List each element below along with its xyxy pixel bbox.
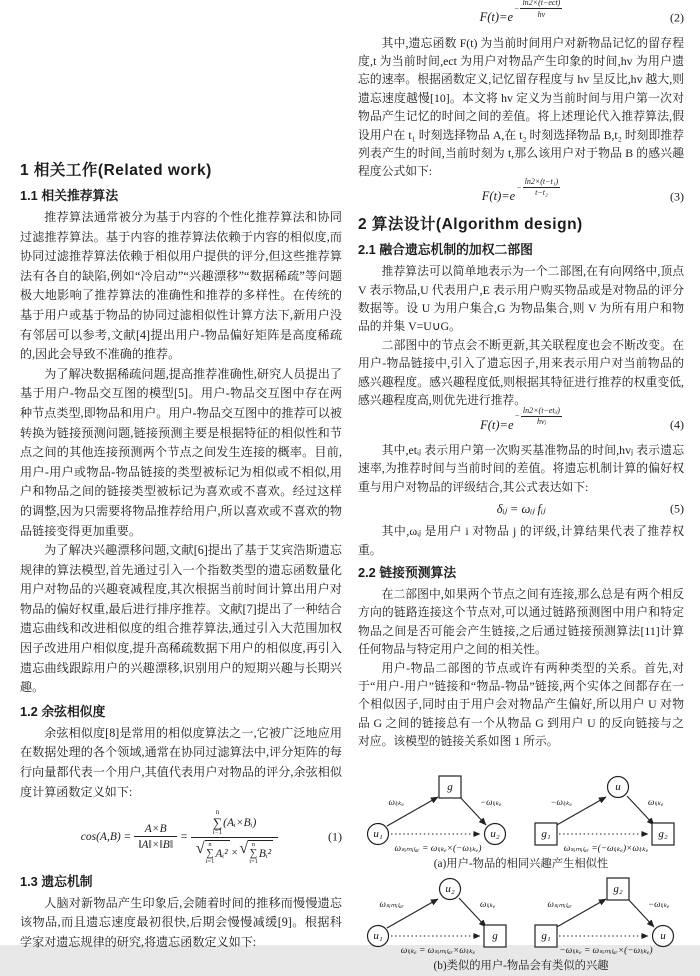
formula-weighted-4 (358, 405, 684, 437)
diagram-b1-equation: ωₗᵢₖₑ = ωₛᵢₘᵢₗₐᵣ×ωₗᵢₖₑ (400, 945, 476, 956)
diagram-b1 (358, 874, 516, 956)
figure-caption-a: (a)用户-物品的相同兴趣产生相似性 (433, 857, 609, 870)
figure-row-b (358, 874, 684, 956)
times-sign: × (230, 846, 239, 859)
paragraph-interest-drift: 为了解决兴趣漂移问题,文献[6]提出了基于艾宾浩斯遗忘规律的算法模型,首先通过引入一个指数类型的遗忘函数量化用户对物品的兴趣衰减程度,其次根据当前时间计算出用户对物品的偏好权重,最后进行排序推荐。文献[7]提出了一种结合遗忘曲线和改进相似度的组合推荐算法,通过引入大范围加权因子改进用户相似度,提升高稀疏数据下用户的相似度,再引入遗忘曲线跟踪用户的兴趣漂移,识别用户的短期兴趣与长期兴趣。 (20, 543, 342, 695)
sigma-sum-small: n ∑ i=1 (249, 841, 258, 866)
formula-1-lhs: cos(A,B) = (80, 831, 132, 844)
paragraph-rating-note: 其中,ωᵢⱼ 是用户 i 对物品 j 的评级,计算结果代表了推荐权重。 (358, 524, 684, 557)
svg-text:u₁: u₁ (373, 929, 383, 942)
formula-5-number: (5) (670, 501, 684, 516)
paragraph-link-types: 用户-物品二部图的节点或许有两种类型的关系。首先,对于“用户-用户”链接和“物品-物品”链接,两个实体之间都存在一个相似因子,同时由于用户会对物品产生偏好,所以用户 U 对物品 G 之间的链接总有一个从物品 G 到用户 U 的反向链接与之对应。该模型的链接关系如图 1 所示。 (358, 660, 684, 749)
formula-delta-5 (358, 501, 684, 517)
formula-4-lhs: F(t)=e (480, 417, 514, 432)
diagram-b2-equation: −ωₗᵢₖₑ = ωₛᵢₘᵢₗₐᵣ×(−ωₗᵢₖₑ) (559, 945, 653, 956)
sqrt-symbol: √ (195, 840, 205, 858)
formula-interest-3 (358, 176, 684, 208)
formula-3-lhs: F(t)=e (481, 189, 516, 203)
formula-2-exponent (514, 0, 562, 20)
formula-1-body (81, 809, 281, 866)
svg-text:u₁: u₁ (373, 827, 383, 840)
minus-sign: − (514, 3, 520, 13)
radical-1-expr: Aᵢ² (215, 847, 228, 860)
sum-lower: i=1 (212, 828, 223, 837)
sqrt-symbol: √ (239, 840, 249, 858)
edge-label-left: ωₗᵢₖₑ (388, 796, 404, 807)
formula-2-exp-den: hv (537, 9, 546, 19)
radical-1 (196, 840, 230, 866)
diagram-a1-svg (358, 772, 516, 854)
paragraph-forgetting-factor: 二部图中的节点会不断更新,其关联程度也会不断改变。在用户-物品链接中,引入了遗忘因子,用来表示用户对当前物品的感兴趣程度。感兴趣程度低,则根据其特征进行推荐的权重变低,感兴趣程度高,则优先进行推荐。 (358, 337, 684, 408)
formula-4-number: (4) (670, 417, 684, 432)
edge-label-left: ωₛᵢₘᵢₗₐᵣ (547, 898, 572, 909)
formula-3-exponent (516, 177, 560, 199)
diagram-a2-equation: ωₛᵢₘᵢₗₐᵣ =(−ωₗᵢₖₑ)×ωₗᵢₖₑ (563, 843, 649, 854)
formula-1-equals: = (180, 831, 188, 844)
edge-label-right: ωₗᵢₖₑ (480, 898, 496, 909)
left-column (20, 0, 342, 953)
svg-text:g: g (492, 929, 498, 942)
right-column (358, 0, 684, 976)
paragraph-bipartite-graph: 推荐算法可以简单地表示为一个二部图,在有向网络中,顶点 V 表示物品,U 代表用户,E 表示用户购买物品或是对物品的评分数据等。设 U 为用户集合,G 为物品集合,则 V 为所有用户和物品的并集 V=U∪G。 (358, 264, 684, 334)
svg-text:u: u (660, 929, 666, 942)
section-1-1-heading: 1.1 相关推荐算法 (20, 188, 119, 203)
radical-2-expr: Bᵢ² (258, 847, 272, 860)
diagram-b2 (526, 874, 684, 956)
section-2-heading: 2 算法设计(Algorithm design) (358, 216, 583, 234)
diagram-b1-svg (358, 874, 516, 956)
formula-4-exp-den: hvⱼ (536, 417, 546, 426)
formula-4-exponent (515, 406, 562, 428)
section-2-2-heading: 2.2 链接预测算法 (358, 565, 457, 581)
formula-1-fraction-1 (134, 823, 177, 851)
radical-2 (239, 840, 273, 866)
sum-upper: n (215, 808, 220, 817)
diagram-b2-svg (526, 874, 684, 956)
paragraph-recommendation-overview: 推荐算法通常被分为基于内容的个性化推荐算法和协同过滤推荐算法。基于内容的推荐算法依赖于内容的相似度,而协同过滤推荐算法依赖于相似用户提供的评分,但这些推荐算法有各自的缺陷,例如“冷启动”“兴趣漂移”“数据稀疏”等问题极大地影响了推荐算法的准确性和推荐的多样性。在传统的基于用户或基于物品的协同过滤相似性计算方法下,新用户没有邻居可以参考,文献[4]提出用户-物品偏好矩阵是高度稀疏的,因此会导致不准确的推荐。 (20, 210, 342, 362)
formula-1-frac1-num: A×B (144, 823, 167, 836)
section-1-3-heading: 1.3 遗忘机制 (20, 873, 93, 889)
svg-text:g₁: g₁ (541, 827, 551, 840)
sigma-sum (213, 809, 222, 836)
figure-1 (358, 754, 684, 973)
section-2-1-heading: 2.1 融合遗忘机制的加权二部图 (358, 242, 533, 258)
paragraph-weight-rating: 其中,etᵢⱼ 表示用户第一次购买基准物品的时间,hvⱼ 表示遗忘速率,为推荐时间与当前时间的差值。将遗忘机制计算的偏好权重与用户对物品的评级结合,其公式表达如下: (358, 443, 684, 494)
section-1-2-heading: 1.2 余弦相似度 (20, 703, 106, 719)
paragraph-forgetting-explain: 其中,遗忘函数 F(t) 为当前时间用户对新物品记忆的留存程度,t 为当前时间,ect 为用户对物品产生印象的时间,hv 为用户遗忘的速率。根据函数定义,记忆留存程度与 hv 呈反比,hv 越大,则遗忘速度越慢[10]。本文将 hv 定义为当前时间与用户第一次对物品产生记忆的时间之间的差值。将上述理论代入推荐算法,假设用户在 t₁ 时刻选择物品 A,在 t₂ 时刻选择物品 B,t₂ 时刻即推荐列表产生的时间,当前时刻为 t,那么该用户对于物品 B 的感兴趣程度公式如下: (358, 35, 684, 179)
minus-sign: − (514, 411, 520, 421)
diagram-a2 (526, 772, 684, 854)
formula-1-frac1-den: ‖A‖×‖B‖ (138, 839, 174, 852)
formula-1-frac2-num: (Aᵢ×Bᵢ) (223, 816, 257, 829)
formula-2-lhs: F(t)=e (479, 10, 514, 25)
svg-text:g₁: g₁ (541, 929, 551, 942)
diagram-a1-equation: ωₛᵢₘᵢₗₐᵣ = ωₗᵢₖₑ×(−ωₗᵢₖₑ) (394, 843, 482, 854)
svg-text:g₂: g₂ (658, 827, 668, 840)
section-1-heading: 1 相关工作(Related work) (20, 162, 212, 179)
figure-row-a (358, 772, 684, 854)
formula-4-exp-num: ln2×(t−etᵢⱼ) (522, 405, 560, 415)
figure-caption-b: (b)类似的用户-物品会有类似的兴趣 (433, 959, 609, 972)
edge-label-right: ωₗᵢₖₑ (648, 796, 664, 807)
paragraph-cosine-intro: 余弦相似度[8]是常用的相似度算法之一,它被广泛地应用在数据处理的各个领域,通常在协同过滤算法中,评分矩阵的每行向量都代表一个用户,其值代表用户对物品的评分,余弦相似度计算函数定义如下: (20, 725, 342, 799)
formula-1-number: (1) (328, 829, 342, 844)
formula-forgetting-2 (358, 0, 684, 29)
formula-1-fraction-2 (191, 809, 278, 866)
paragraph-forgetting-intro: 人脑对新物品产生印象后,会随着时间的推移而慢慢遗忘该物品,而且遗忘速度最初很快,后期会慢慢减缓[9]。根据科学家对遗忘规律的研究,将遗忘函数定义如下: (20, 895, 342, 949)
sigma-symbol: ∑ (212, 815, 223, 831)
formula-2-number: (2) (670, 10, 684, 25)
top-whitespace (20, 0, 342, 156)
minus-sign: − (516, 182, 522, 192)
edge-label-left: −ωₗᵢₖₑ (550, 796, 572, 807)
edge-label-right: −ωₗᵢₖₑ (648, 898, 670, 909)
svg-text:u₂: u₂ (490, 827, 500, 840)
formula-cosine-similarity (20, 809, 342, 866)
formula-3-exp-den: t−t₂ (535, 188, 548, 198)
diagram-a2-svg (526, 772, 684, 854)
edge-label-right: −ωₗᵢₖₑ (480, 796, 502, 807)
paragraph-link-prediction: 在二部图中,如果两个节点之间有连接,那么总是有两个相反方向的链路连接这个节点对,可以通过链路预测图中用户和特定物品之间是否可能会产生链接,之后通过链接预测算法[11]计算任何物品与特定用户之间的相关性。 (358, 587, 684, 657)
formula-5-body: δᵢⱼ = ωᵢⱼ fᵢⱼ (496, 502, 546, 517)
svg-text:g: g (447, 780, 453, 793)
formula-2-exp-num: ln2×(t−ect) (522, 0, 561, 7)
formula-3-exp-num: ln2×(t−t₁) (524, 176, 559, 186)
formula-3-number: (3) (670, 189, 684, 203)
svg-text:u: u (615, 780, 621, 793)
svg-text:u₂: u₂ (445, 882, 455, 895)
edge-label-left: ωₛᵢₘᵢₗₐᵣ (379, 898, 404, 909)
svg-text:g₂: g₂ (613, 882, 623, 895)
paragraph-data-sparsity: 为了解决数据稀疏问题,提高推荐准确性,研究人员提出了基于用户-物品交互图的模型[5]。用户-物品交互图中存在两种节点类型,即物品和用户。用户-物品交互图中的推荐可以被转换为链接预测问题,链接预测主要是根据特征的相似性和节点之间的其他连接预测两个节点之间发生连接的概率。目前,用户-用户或物品-物品链接的类型被标记为相似或不相似,用户和物品之间的链接类型被标记为喜欢或不喜欢。经过这样的调整,因为只需要将物品推荐给用户,所以喜欢或不喜欢的物品链接变得更加重要。 (20, 366, 342, 538)
sigma-sum-small: n ∑ i=1 (205, 841, 215, 866)
diagram-a1 (358, 772, 516, 854)
